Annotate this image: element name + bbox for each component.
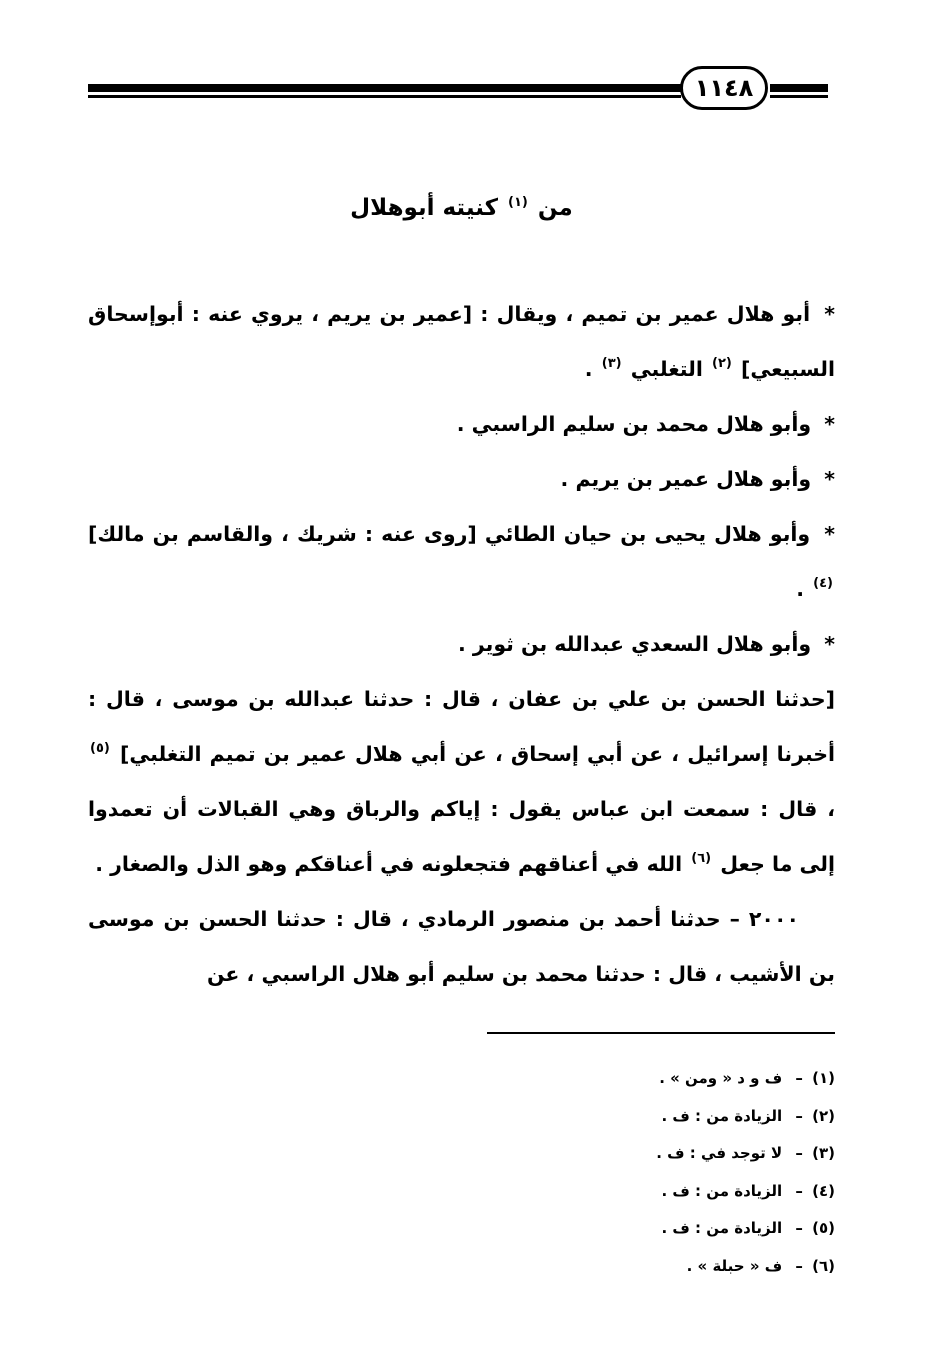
narration-text: الله في أعناقهم فتجعلونه في أعناقكم وهو الذل والصغار .	[95, 852, 683, 876]
hadith-number: ٢٠٠٠	[748, 907, 799, 931]
footnote-separator	[487, 1032, 835, 1034]
footnote-ref: (٣)	[601, 356, 622, 371]
footnote-dash: –	[795, 1106, 803, 1125]
entry	[88, 452, 835, 507]
footnote-text: الزيادة من : ف .	[661, 1219, 783, 1238]
page-number: ١١٤٨	[680, 66, 768, 110]
footnote-dash: –	[795, 1219, 803, 1238]
chapter-title-prefix: من	[537, 195, 573, 221]
entry	[88, 397, 835, 452]
header-rule-thin	[88, 95, 681, 98]
footnote-dash: –	[795, 1181, 803, 1200]
footnote-number: (٤)	[812, 1181, 835, 1200]
footnote-dash: –	[795, 1256, 803, 1275]
footnote-item	[88, 1173, 835, 1211]
main-text	[88, 287, 835, 1002]
entry-bullet: *	[824, 412, 835, 436]
footnote-number: (٢)	[812, 1106, 835, 1125]
narration-text: ، قال : سمعت ابن عباس يقول : إياكم والرباق وهي القبالات أن تعمدوا إلى ما جعل	[88, 797, 835, 876]
entry	[88, 287, 835, 397]
chapter-title-main: كنيته أبوهلال	[350, 195, 498, 221]
header-rule-thick-right	[770, 84, 828, 92]
footnote-text: ف « حبلة » .	[686, 1256, 783, 1275]
header-rule-thick	[88, 84, 681, 92]
footnote-number: (٣)	[812, 1144, 835, 1163]
narration-text: [حدثنا الحسن بن علي بن عفان ، قال : حدثنا عبدالله بن موسى ، قال : أخبرنا إسرائيل ، عن أبي إسحاق ، عن أبي هلال عمير بن تميم التغلبي]	[88, 687, 835, 766]
entry-bullet: *	[824, 632, 835, 656]
footnote-number: (٥)	[812, 1219, 835, 1238]
entry-end: .	[584, 357, 593, 381]
footnote-dash: –	[795, 1144, 803, 1163]
entry-text: وأبو هلال السعدي عبدالله بن ثوير .	[457, 632, 812, 656]
footnote-ref: (١)	[508, 195, 528, 210]
footnote-text: الزيادة من : ف .	[661, 1106, 783, 1125]
entry-end: .	[796, 577, 805, 601]
footnote-ref: (٥)	[90, 741, 110, 756]
entry	[88, 617, 835, 672]
footnote-ref: (٢)	[712, 356, 732, 371]
header-rule-thin-right	[770, 95, 828, 98]
entry-text-continued: التغلبي	[630, 357, 703, 381]
chapter-title	[88, 188, 835, 228]
entry-text: وأبو هلال يحيى بن حيان الطائي [روى عنه : شريك ، والقاسم بن مالك]	[88, 522, 811, 546]
entry-text: أبو هلال عمير بن تميم ، ويقال : [عمير بن يريم ، يروي عنه : أبوإسحاق السبيعي]	[88, 302, 835, 381]
hadith-paragraph	[88, 892, 835, 1002]
footnote-text: الزيادة من : ف .	[661, 1181, 783, 1200]
footnote-item	[88, 1135, 835, 1173]
entry-text: وأبو هلال محمد بن سليم الراسبي .	[456, 412, 812, 436]
footnote-item	[88, 1248, 835, 1286]
hadith-text: – حدثنا أحمد بن منصور الرمادي ، قال : حدثنا الحسن بن موسى بن الأشيب ، قال : حدثنا محمد بن سليم أبو هلال الراسبي ، عن	[88, 907, 835, 986]
entry-bullet: *	[824, 522, 836, 546]
footnote-dash: –	[795, 1069, 803, 1087]
footnote-ref: (٦)	[691, 851, 712, 866]
footnote-ref: (٤)	[813, 576, 833, 591]
entry-bullet: *	[824, 467, 835, 491]
entry-bullet: *	[824, 302, 836, 326]
footnote-item	[88, 1098, 835, 1136]
narration-paragraph	[88, 672, 835, 892]
entry	[88, 507, 835, 617]
footnote-number: (٦)	[812, 1256, 835, 1275]
footnote-item	[88, 1210, 835, 1248]
footnote-text: لا توجد في : ف .	[656, 1144, 783, 1163]
footnote-number: (١)	[812, 1069, 835, 1087]
footnote-item	[88, 1060, 835, 1098]
footnotes	[88, 1060, 835, 1286]
footnote-text: ف و د « ومن » .	[659, 1069, 783, 1087]
entry-text: وأبو هلال عمير بن يريم .	[560, 467, 812, 491]
